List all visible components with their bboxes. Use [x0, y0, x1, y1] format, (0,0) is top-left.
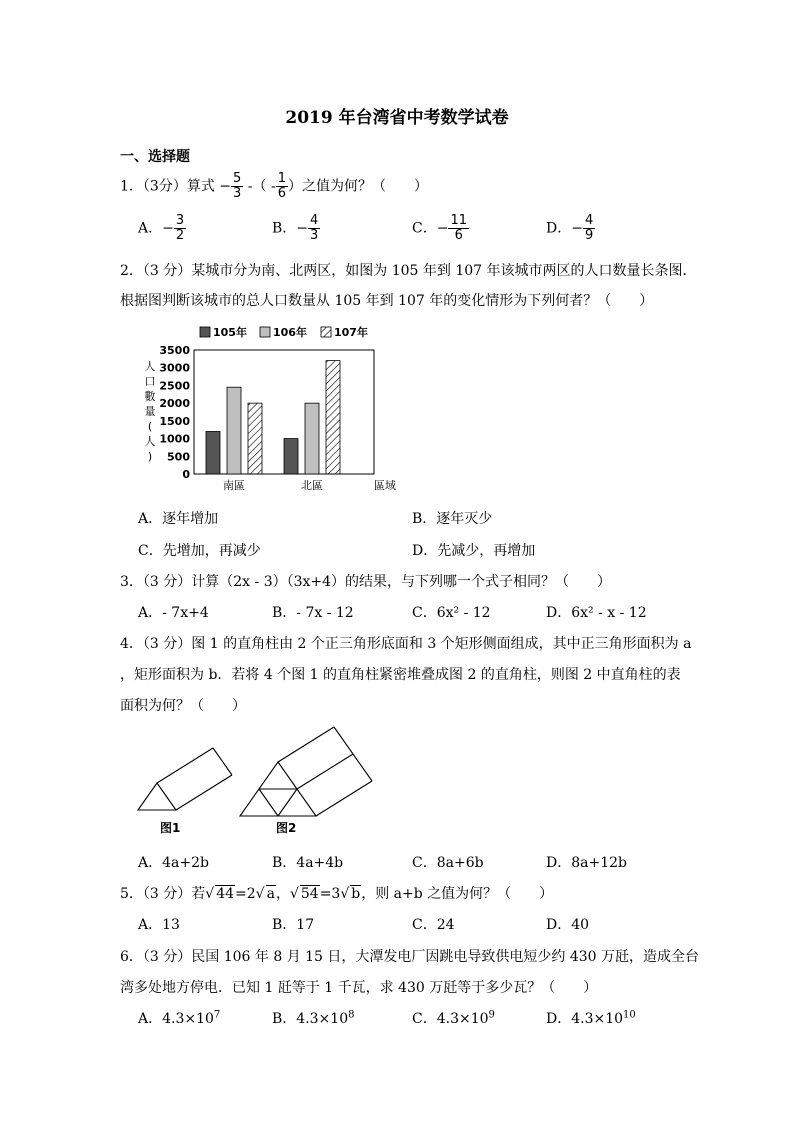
page-title: 2019 年台湾省中考数学试卷: [285, 108, 509, 128]
x-tick-label: 北區: [301, 479, 323, 492]
q1-fraction-1: $\frac{5}{3}$: [233, 171, 242, 201]
bar-1-1: [305, 403, 319, 474]
y-label-char: 量: [144, 405, 156, 418]
q2-text-line2: 根据图判断该城市的总人口数量从 105 年到 107 年的变化情形为下列何者？（ ）: [120, 293, 654, 309]
q1-score: （3分）: [142, 178, 187, 195]
bar-0-1: [227, 387, 241, 474]
bar-0-0: [206, 431, 220, 474]
bar-1-2: [326, 361, 340, 474]
q5-radicand-1: 44: [216, 886, 235, 902]
y-label-char: 口: [144, 375, 156, 388]
q6-option-a[interactable]: A．$4.3\times 10^7$: [138, 1009, 221, 1027]
y-tick-label: 3000: [159, 361, 190, 375]
question-1: [120, 172, 428, 201]
q6-option-b[interactable]: B．$4.3\times 10^8$: [272, 1009, 355, 1027]
q4-option-b[interactable]: B．4a+4b: [272, 855, 344, 871]
x-tick-label: 南區: [223, 479, 245, 492]
q5-option-b[interactable]: B．17: [272, 917, 315, 933]
y-label-char: 人: [144, 360, 156, 373]
y-tick-label: 3500: [159, 344, 190, 357]
legend-swatch-106: [260, 327, 270, 337]
q1-fraction-2: $\frac{1}{6}$: [277, 171, 286, 201]
y-tick-label: 500: [167, 450, 190, 464]
legend-label-105: 105年: [213, 326, 247, 339]
q6-option-c[interactable]: C．$4.3\times 10^9$: [412, 1009, 495, 1027]
y-ticks: [159, 344, 190, 481]
y-label-char: 數: [144, 390, 156, 403]
q2-option-a[interactable]: A．逐年增加: [138, 511, 219, 527]
prism-figures: [130, 722, 390, 840]
legend-label-106: 106年: [273, 326, 307, 339]
y-tick-label: 0: [182, 468, 190, 481]
y-tick-label: 2000: [159, 397, 190, 411]
q5-radicand-2: a: [266, 886, 275, 902]
figure-2-prism: [240, 727, 372, 816]
q4-option-a[interactable]: A．4a+2b: [138, 855, 209, 871]
bars: [206, 361, 340, 474]
q2-option-c[interactable]: C．先增加，再减少: [138, 543, 261, 559]
y-label-char: 人: [144, 435, 156, 448]
q6-option-d[interactable]: D．$4.3\times 10^{10}$: [546, 1009, 636, 1027]
x-ticks: [223, 479, 323, 492]
population-bar-chart: [130, 318, 420, 498]
y-label-char: ): [147, 450, 153, 463]
q6-text-line1: 6．（3 分）民国 106 年 8 月 15 日，大潭发电厂因跳电导致供电短少约 430 万瓩，造成全台: [120, 949, 700, 965]
q5-radicand-3: 54: [300, 886, 319, 902]
q3-option-c[interactable]: C．6x² - 12: [412, 605, 491, 621]
y-tick-label: 1000: [159, 432, 190, 446]
q2-option-b[interactable]: B．逐年灭少: [412, 511, 493, 527]
bar-1-0: [284, 439, 298, 474]
q2-text-line1: 2．（3 分）某城市分为南、北两区，如图为 105 年到 107 年该城市两区的人口数量长条图．: [120, 263, 697, 279]
section-heading: 一、选择题: [120, 149, 190, 165]
q1-text: 算式 −: [186, 178, 232, 195]
q1-text-end: ）之值为何？（ ）: [287, 178, 428, 195]
y-tick-label: 1500: [159, 414, 190, 428]
q4-text-line2: ，矩形面积为 b．若将 4 个图 1 的直角柱紧密堆叠成图 2 的直角柱，则图 2 中直角柱的表: [120, 667, 681, 683]
y-label-char: (: [147, 420, 153, 433]
q4-option-c[interactable]: C．8a+6b: [412, 855, 484, 871]
figure-2-label: 图2: [276, 821, 297, 835]
q6-text-line2: 湾多处地方停电．已知 1 瓩等于 1 千瓦，求 430 万瓩等于多少瓦？（ ）: [120, 980, 598, 996]
q3-text: 3．（3 分）计算（2x - 3）（3x+4）的结果，与下列哪一个式子相同？（ ）: [120, 574, 612, 590]
q3-option-b[interactable]: B．- 7x - 12: [272, 605, 354, 621]
y-tick-label: 2500: [159, 379, 190, 393]
q1-text-mid: -（ -: [243, 178, 276, 195]
legend-label-107: 107年: [334, 326, 368, 339]
legend-swatch-105: [200, 327, 210, 337]
q5-option-c[interactable]: C．24: [412, 917, 455, 933]
y-axis-label: [145, 360, 156, 463]
figure-1-label: 图1: [160, 821, 181, 835]
q5-radicand-4: b: [351, 886, 361, 902]
q1-option-c[interactable]: C．− $\frac{11}{6}$: [412, 213, 467, 243]
q3-option-a[interactable]: A．- 7x+4: [138, 605, 209, 621]
q1-number: 1．: [120, 178, 143, 195]
q4-text-line3: 面积为何？（ ）: [120, 698, 246, 714]
q1-option-a[interactable]: A．− $\frac{3}{2}$: [138, 213, 185, 243]
q4-text-line1: 4．（3 分）图 1 的直角柱由 2 个正三角形底面和 3 个矩形侧面组成，其中正三角形面积为 a: [120, 636, 692, 652]
bar-0-2: [248, 403, 262, 474]
figure-1-prism: [138, 748, 232, 810]
q2-option-d[interactable]: D．先减少，再增加: [412, 543, 536, 559]
x-axis-label: 區域: [374, 479, 396, 492]
question-5: 5．（3 分）若√ 44=2√ a，√ 54=3√ b，则 a+b 之值为何？（ ）: [120, 886, 554, 902]
q3-option-d[interactable]: D．6x² - x - 12: [546, 605, 647, 621]
q1-option-b[interactable]: B．− $\frac{4}{3}$: [272, 213, 319, 243]
q5-option-a[interactable]: A．13: [138, 917, 180, 933]
q4-option-d[interactable]: D．8a+12b: [546, 855, 627, 871]
q1-option-d[interactable]: D．− $\frac{4}{9}$: [546, 213, 594, 243]
legend-swatch-107: [321, 327, 331, 337]
q5-option-d[interactable]: D．40: [546, 917, 590, 933]
